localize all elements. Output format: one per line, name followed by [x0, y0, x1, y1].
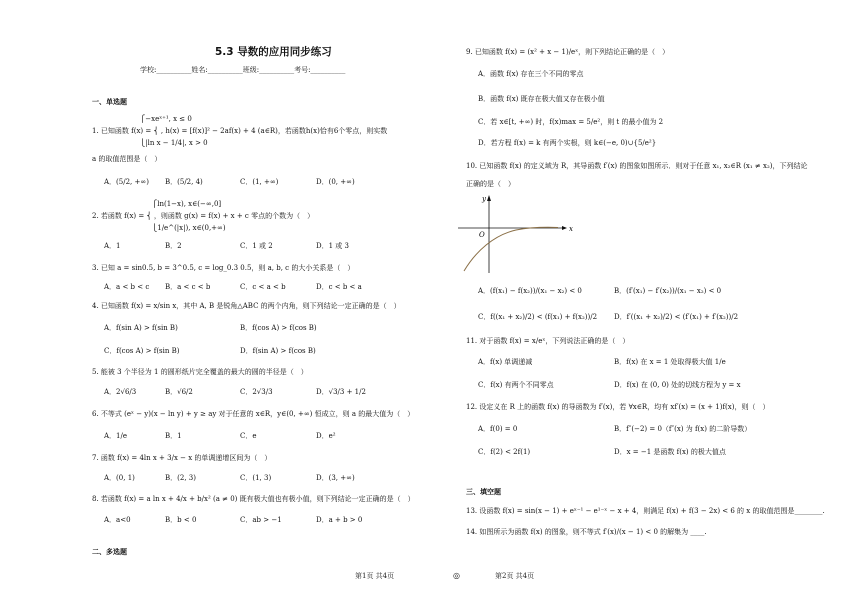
q6-option-a: A．1/e: [104, 432, 128, 440]
q7-option-c: C．(1, 3): [240, 474, 272, 482]
page-title: 5.3 导数的应用同步练习: [215, 46, 332, 58]
q5-stem: 5. 能被 3 个半径为 1 的圆形纸片完全覆盖的最大的圆的半径是（ ）: [92, 368, 308, 376]
footer-left-page-number: 第1页 共4页: [355, 572, 395, 580]
derivative-graph: [458, 193, 578, 275]
q2-option-c: C．1 或 2: [240, 242, 273, 250]
q4-option-d: D．f(sin A) > f(cos B): [240, 347, 316, 355]
q3-option-a: A．a < b < c: [104, 283, 150, 291]
right-page: [430, 0, 860, 608]
origin-label: O: [479, 231, 485, 239]
q10-stem-cont: 正确的是（ ）: [466, 180, 515, 188]
q3-option-d: D．c < b < a: [316, 283, 362, 291]
q6-option-b: B．1: [165, 432, 182, 440]
q4-option-b: B．f(cos A) > f(cos B): [240, 324, 317, 332]
q3-option-c: C．c < a < b: [240, 283, 286, 291]
q7-option-d: D．(3, +∞): [316, 474, 355, 482]
q3-stem: 3. 已知 a = sin0.5, b = 3^0.5, c = log_0.3 0.5，则 a, b, c 的大小关系是（ ）: [92, 264, 355, 272]
q5-option-d: D．√3/3 + 1/2: [316, 388, 366, 396]
q12-stem: 12. 设定义在 R 上的函数 f(x) 的导函数为 f′(x)，若 ∀x∈R，均有 xf′(x) = (x + 1)f(x)，则（ ）: [466, 403, 770, 411]
q5-option-c: C．2√3/3: [240, 388, 273, 396]
q10-stem: 10. 已知函数 f(x) 的定义域为 R，其导函数 f′(x) 的图象如图所示．则对于任意 x₁, x₂∈R (x₁ ≠ x₂)，下列结论: [466, 162, 808, 170]
q2-option-d: D．1 或 3: [316, 242, 349, 250]
q8-option-b: B．b < 0: [165, 516, 197, 524]
y-axis-arrow-icon: [487, 195, 491, 201]
student-info-line: 学校:__________姓名:__________班级:__________考号:__________: [140, 66, 346, 74]
q6-option-d: D．e²: [316, 432, 336, 440]
q11-option-c: C．f(x) 有两个不同零点: [478, 381, 554, 389]
q9-stem: 9. 已知函数 f(x) = (x² + x − 1)/eˣ，则下列结论正确的是（ ）: [466, 48, 670, 56]
q6-option-c: C．e: [240, 432, 257, 440]
q9-option-a: A．函数 f(x) 存在三个不同的零点: [478, 70, 584, 78]
x-axis-arrow-icon: [562, 226, 567, 230]
q8-stem: 8. 若函数 f(x) = a ln x + 4/x + b/x² (a ≠ 0) 既有极大值也有极小值，则下列结论一定正确的是（ ）: [92, 495, 415, 503]
footer-right-page-number: 第2页 共4页: [495, 572, 535, 580]
q4-option-c: C．f(cos A) > f(sin B): [104, 347, 180, 355]
q14-stem: 14. 如图所示为函数 f(x) 的图象，则不等式 f′(x)/(x − 1) < 0 的解集为 ____.: [466, 528, 707, 536]
section-fill-blank: 三、填空题: [466, 488, 501, 496]
q11-option-a: A．f(x) 单调递减: [478, 358, 533, 366]
q11-option-d: D．f(x) 在 (0, 0) 处的切线方程为 y = x: [614, 381, 741, 389]
y-axis-label: y: [482, 195, 486, 203]
q5-option-a: A．2√6/3: [104, 388, 137, 396]
q1-stem-cont: a 的取值范围是（ ）: [92, 155, 162, 163]
q9-option-d: D．若方程 f(x) = k 有两个实根，则 k∈(−e, 0)∪{5/e²}: [478, 139, 657, 147]
q4-option-a: A．f(sin A) > f(sin B): [104, 324, 178, 332]
binding-mark-icon: ◎: [453, 571, 460, 580]
q9-option-c: C．若 x∈[t, +∞) 时，f(x)max = 5/e²，则 t 的最小值为 2: [478, 118, 664, 126]
q1-piece-top: ⎧−xeˣ⁺¹, x ≤ 0: [140, 115, 192, 123]
q11-stem: 11. 对于函数 f(x) = x/eˣ，下列说法正确的是（ ）: [466, 337, 630, 345]
q5-option-b: B．√6/2: [165, 388, 193, 396]
q6-stem: 6. 不等式 (eˣ − y)(x − ln y) + y ≥ ay 对于任意的 x∈R，y∈(0, +∞) 恒成立，则 a 的最大值为（ ）: [92, 410, 415, 418]
x-axis-label: x: [569, 225, 573, 233]
q2-piece-bottom: ⎩1/e^(|x|), x∈(0,+∞): [152, 224, 226, 232]
q8-option-c: C．ab > −1: [240, 516, 282, 524]
q10-option-d: D．f′((x₁ + x₂)/2) < (f′(x₁) + f′(x₂))/2: [614, 313, 739, 321]
q7-option-a: A．(0, 1): [104, 474, 135, 482]
q1-option-b: B．(5/2, 4): [165, 178, 203, 186]
q9-option-b: B．函数 f(x) 既存在极大值又存在极小值: [478, 95, 605, 103]
q12-option-b: B．f″(−2) = 0（f″(x) 为 f(x) 的二阶导数）: [614, 425, 752, 433]
q1-option-c: C．(1, +∞): [240, 178, 279, 186]
q1-option-d: D．(0, +∞): [316, 178, 355, 186]
q12-option-c: C．f(2) < 2f(1): [478, 448, 531, 456]
q10-option-c: C．f((x₁ + x₂)/2) < (f(x₁) + f(x₂))/2: [478, 313, 598, 321]
q4-stem: 4. 已知函数 f(x) = x/sin x，其中 A, B 是锐角△ABC 的两个内角，则下列结论一定正确的是（ ）: [92, 302, 401, 310]
q12-option-a: A．f(0) = 0: [478, 425, 518, 433]
q1-stem: 1. 已知函数 f(x) = ⎨ , h(x) = [f(x)]² − 2af(x) + 4 (a∈R)，若函数h(x)恰有6个零点，则实数: [92, 127, 388, 135]
q11-option-b: B．f(x) 在 x = 1 处取得极大值 1/e: [614, 358, 726, 366]
q7-option-b: B．(2, 3): [165, 474, 196, 482]
q12-option-d: D．x = −1 是函数 f(x) 的极大值点: [614, 448, 726, 456]
q8-option-d: D．a + b > 0: [316, 516, 363, 524]
q1-option-a: A．(5/2, +∞): [104, 178, 149, 186]
q2-option-a: A．1: [104, 242, 121, 250]
q2-option-b: B．2: [165, 242, 182, 250]
q10-option-b: B．(f′(x₁) − f′(x₂))/(x₁ − x₂) < 0: [614, 287, 722, 295]
q3-option-b: B．a < c < b: [165, 283, 211, 291]
q2-stem: 2. 若函数 f(x) = ⎨ ，则函数 g(x) = f(x) + x + c 零点的个数为（ ）: [92, 212, 315, 220]
q8-option-a: A．a<0: [104, 516, 131, 524]
q1-piece-bottom: ⎩|ln x − 1/4|, x > 0: [140, 139, 208, 147]
section-multiple-choice: 二、多选题: [92, 548, 127, 556]
q2-piece-top: ⎧ln(1−x), x∈(−∞,0]: [152, 200, 222, 208]
q10-option-a: A．(f(x₁) − f(x₂))/(x₁ − x₂) < 0: [478, 287, 582, 295]
q7-stem: 7. 函数 f(x) = 4ln x + 3/x − x 的单调递增区间为（ ）: [92, 454, 272, 462]
q13-stem: 13. 设函数 f(x) = sin(x − 1) + eˣ⁻¹ − e¹⁻ˣ − x + 4，则满足 f(x) + f(3 − 2x) < 6 的 x 的取值范围是________.: [466, 507, 825, 515]
section-single-choice: 一、单选题: [92, 98, 127, 106]
